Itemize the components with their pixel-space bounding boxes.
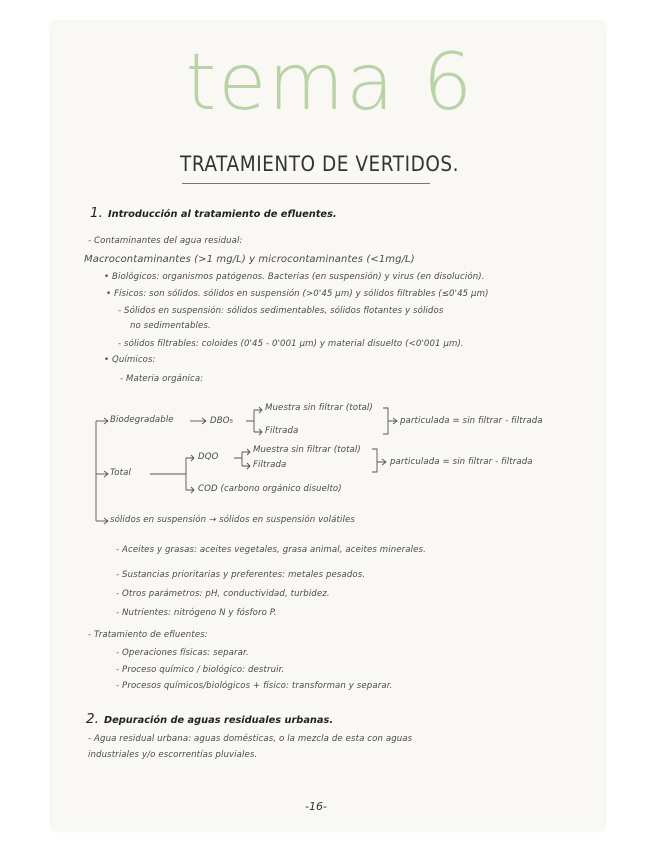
page-subtitle: TRATAMIENTO DE VERTIDOS. — [180, 152, 460, 176]
tratamiento-line: - Tratamiento de efluentes: — [88, 630, 208, 640]
page-number: -16- — [305, 800, 327, 813]
operaciones-line: - Operaciones físicas: separar. — [116, 648, 249, 658]
sedimentables-line-1: - Sólidos en suspensión: sólidos sedimentables, sólidos flotantes y sólidos — [118, 306, 444, 316]
otros-parametros-line: - Otros parámetros: pH, conductividad, turbidez. — [116, 589, 330, 599]
section-2-title: Depuración de aguas residuales urbanas. — [103, 715, 334, 726]
diagram-total: Total — [110, 468, 131, 478]
nutrientes-line: - Nutrientes: nitrógeno N y fósforo P. — [116, 608, 277, 618]
procesos-line: - Procesos químicos/biológicos + físico: transforman y separar. — [116, 681, 393, 691]
section-2-number: 2. — [86, 711, 99, 727]
proceso-line: - Proceso químico / biológico: destruir. — [116, 665, 285, 675]
biologicos-line: • Biológicos: organismos patógenos. Bacterias (en suspensión) y virus (en disolución). — [104, 272, 485, 282]
sustancias-line: - Sustancias prioritarias y preferentes: metales pesados. — [116, 570, 366, 580]
sedimentables-line-2: no sedimentables. — [130, 321, 211, 331]
diagram-particulada-1: particulada = sin filtrar - filtrada — [400, 416, 543, 426]
diagram-muestra-sin-filtrar-2: Muestra sin filtrar (total) — [253, 445, 361, 455]
filtrables-line: - sólidos filtrables: coloides (0'45 - 0'001 µm) y material disuelto (<0'001 µm). — [118, 339, 464, 349]
section-1-number: 1. — [90, 205, 103, 221]
contaminants-intro: - Contaminantes del agua residual: — [88, 236, 243, 246]
fisicos-line: • Físicos: son sólidos. sólidos en suspensión (>0'45 µm) y sólidos filtrables (≤0'45 µm) — [106, 289, 489, 299]
materia-organica-line: - Materia orgánica: — [120, 374, 204, 384]
diagram-dqo: DQO — [198, 452, 219, 462]
section-2-line-2: industriales y/o escorrentías pluviales. — [88, 750, 258, 760]
quimicos-line: • Químicos: — [104, 355, 156, 365]
aceites-line: - Aceites y grasas: aceites vegetales, grasa animal, aceites minerales. — [116, 545, 426, 555]
diagram-solidos-suspension: sólidos en suspensión → sólidos en suspensión volátiles — [110, 515, 355, 525]
macro-micro-line: Macrocontaminantes (>1 mg/L) y microcontaminantes (<1mg/L) — [84, 254, 415, 265]
diagram-cod: COD (carbono orgánico disuelto) — [198, 484, 342, 494]
section-2-heading — [86, 708, 333, 727]
page-title: tema 6 — [185, 38, 475, 128]
diagram-dbo5: DBO₅ — [210, 416, 234, 426]
diagram-filtrada-1: Filtrada — [265, 426, 299, 436]
diagram-filtrada-2: Filtrada — [253, 460, 287, 470]
section-2-line-1: - Agua residual urbana: aguas domésticas, o la mezcla de esta con aguas — [88, 734, 413, 744]
diagram-biodegradable: Biodegradable — [110, 415, 174, 425]
diagram-particulada-2: particulada = sin filtrar - filtrada — [390, 457, 533, 467]
diagram-muestra-sin-filtrar-1: Muestra sin filtrar (total) — [265, 403, 373, 413]
section-1-title: Introducción al tratamiento de efluentes. — [107, 209, 337, 220]
